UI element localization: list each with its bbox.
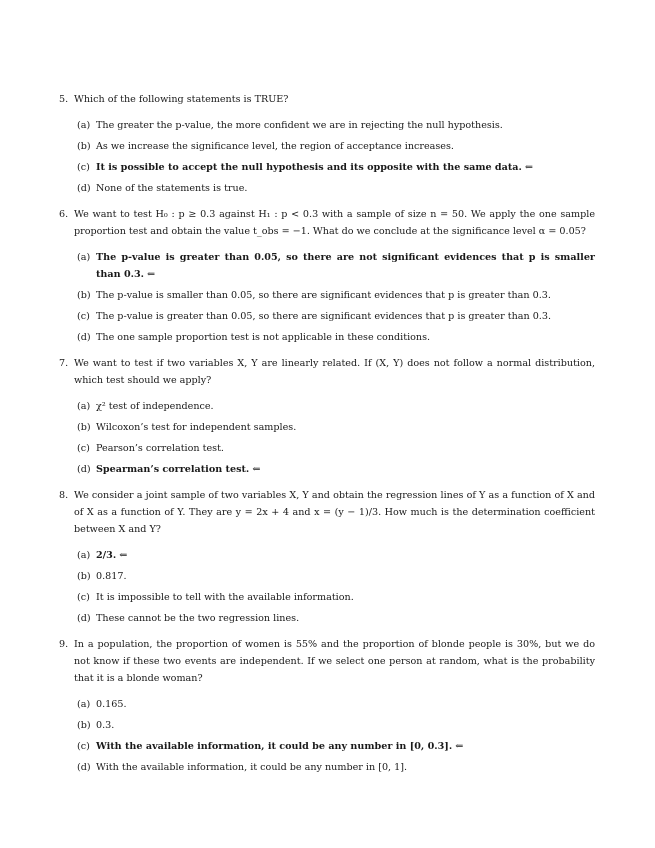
option-text: Wilcoxon’s test for independent samples.	[96, 422, 297, 433]
option-text: None of the statements is true.	[96, 183, 248, 194]
option-7a	[77, 398, 595, 415]
question-text: We want to test if two variables X, Y are linearly related. If (X, Y) does not follow a normal distribution, which test should we apply?	[74, 358, 595, 386]
option-label: (a)	[77, 401, 91, 412]
option-6d	[77, 329, 595, 346]
option-5c	[77, 159, 595, 176]
option-text-correct: With the available information, it could be any number in [0, 0.3].	[96, 741, 453, 752]
option-label: (c)	[77, 741, 90, 752]
option-text: With the available information, it could be any number in [0, 1].	[96, 762, 408, 773]
option-text: The p-value is greater than 0.05, so there are significant evidences that p is greater than 0.3.	[96, 311, 552, 322]
option-text: The greater the p-value, the more confident we are in rejecting the null hypothesis.	[96, 120, 503, 131]
option-7b	[77, 419, 595, 436]
question-5	[59, 91, 595, 108]
option-label: (c)	[77, 592, 90, 603]
question-number: 6.	[59, 209, 69, 220]
question-number: 5.	[59, 94, 69, 105]
question-6	[59, 206, 595, 240]
option-label: (a)	[77, 550, 91, 561]
question-text: Which of the following statements is TRUE?	[74, 94, 289, 105]
option-text: 0.817.	[96, 571, 127, 582]
option-label: (b)	[77, 290, 91, 301]
question-text: In a population, the proportion of women is 55% and the proportion of blonde people is 30%, but we do not know if these two events are independent. If we select one person at random, what is the probability that it is a blonde woman?	[74, 639, 595, 684]
option-label: (b)	[77, 720, 91, 731]
option-8b	[77, 568, 595, 585]
option-label: (c)	[77, 443, 90, 454]
correct-answer-arrow-icon: ⇐	[119, 550, 128, 561]
correct-answer-arrow-icon: ⇐	[455, 741, 464, 752]
option-label: (b)	[77, 141, 91, 152]
option-5d	[77, 180, 595, 197]
option-9b	[77, 717, 595, 734]
option-label: (a)	[77, 120, 91, 131]
correct-answer-arrow-icon: ⇐	[147, 269, 156, 280]
option-label: (d)	[77, 613, 91, 624]
option-text: χ² test of independence.	[96, 401, 214, 412]
question-7	[59, 355, 595, 389]
option-9c	[77, 738, 595, 755]
question-number: 7.	[59, 358, 69, 369]
option-9a	[77, 696, 595, 713]
option-6a	[77, 249, 595, 283]
option-text: Pearson’s correlation test.	[96, 443, 224, 454]
option-8a	[77, 547, 595, 564]
option-7c	[77, 440, 595, 457]
option-label: (d)	[77, 464, 91, 475]
option-label: (b)	[77, 571, 91, 582]
option-9d	[77, 759, 595, 776]
correct-answer-arrow-icon: ⇐	[524, 162, 533, 173]
option-8c	[77, 589, 595, 606]
option-label: (d)	[77, 332, 91, 343]
question-number: 8.	[59, 490, 69, 501]
option-label: (b)	[77, 422, 91, 433]
option-text-correct: The p-value is greater than 0.05, so there are not significant evidences that p is smaller than 0.3.	[96, 252, 595, 280]
option-6c	[77, 308, 595, 325]
option-text: The p-value is smaller than 0.05, so there are significant evidences that p is greater than 0.3.	[96, 290, 551, 301]
question-text: We want to test H₀ : p ≥ 0.3 against H₁ : p < 0.3 with a sample of size n = 50. We apply the one sample proportion test and obtain the value t_obs = −1. What do we conclude at the significance level α = 0.05?	[74, 209, 595, 237]
option-text: 0.165.	[96, 699, 127, 710]
option-5a	[77, 117, 595, 134]
option-label: (d)	[77, 183, 91, 194]
question-8	[59, 487, 595, 538]
option-text: As we increase the significance level, the region of acceptance increases.	[96, 141, 454, 152]
option-label: (c)	[77, 311, 90, 322]
option-6b	[77, 287, 595, 304]
option-text: It is impossible to tell with the available information.	[96, 592, 354, 603]
option-text-correct: It is possible to accept the null hypothesis and its opposite with the same data.	[96, 162, 522, 173]
option-label: (a)	[77, 252, 91, 263]
question-text: We consider a joint sample of two variables X, Y and obtain the regression lines of Y as a function of X and of X as a function of Y. They are y = 2x + 4 and x = (y − 1)/3. How much is the determination coefficient between X and Y?	[74, 490, 595, 535]
option-label: (c)	[77, 162, 90, 173]
question-number: 9.	[59, 639, 69, 650]
option-label: (a)	[77, 699, 91, 710]
option-text: These cannot be the two regression lines.	[96, 613, 300, 624]
correct-answer-arrow-icon: ⇐	[252, 464, 261, 475]
option-text: The one sample proportion test is not applicable in these conditions.	[96, 332, 431, 343]
option-text-correct: 2/3.	[96, 550, 117, 561]
option-text-correct: Spearman’s correlation test.	[96, 464, 250, 475]
option-7d	[77, 461, 595, 478]
question-9	[59, 636, 595, 687]
option-5b	[77, 138, 595, 155]
option-label: (d)	[77, 762, 91, 773]
option-text: 0.3.	[96, 720, 115, 731]
option-8d	[77, 610, 595, 627]
